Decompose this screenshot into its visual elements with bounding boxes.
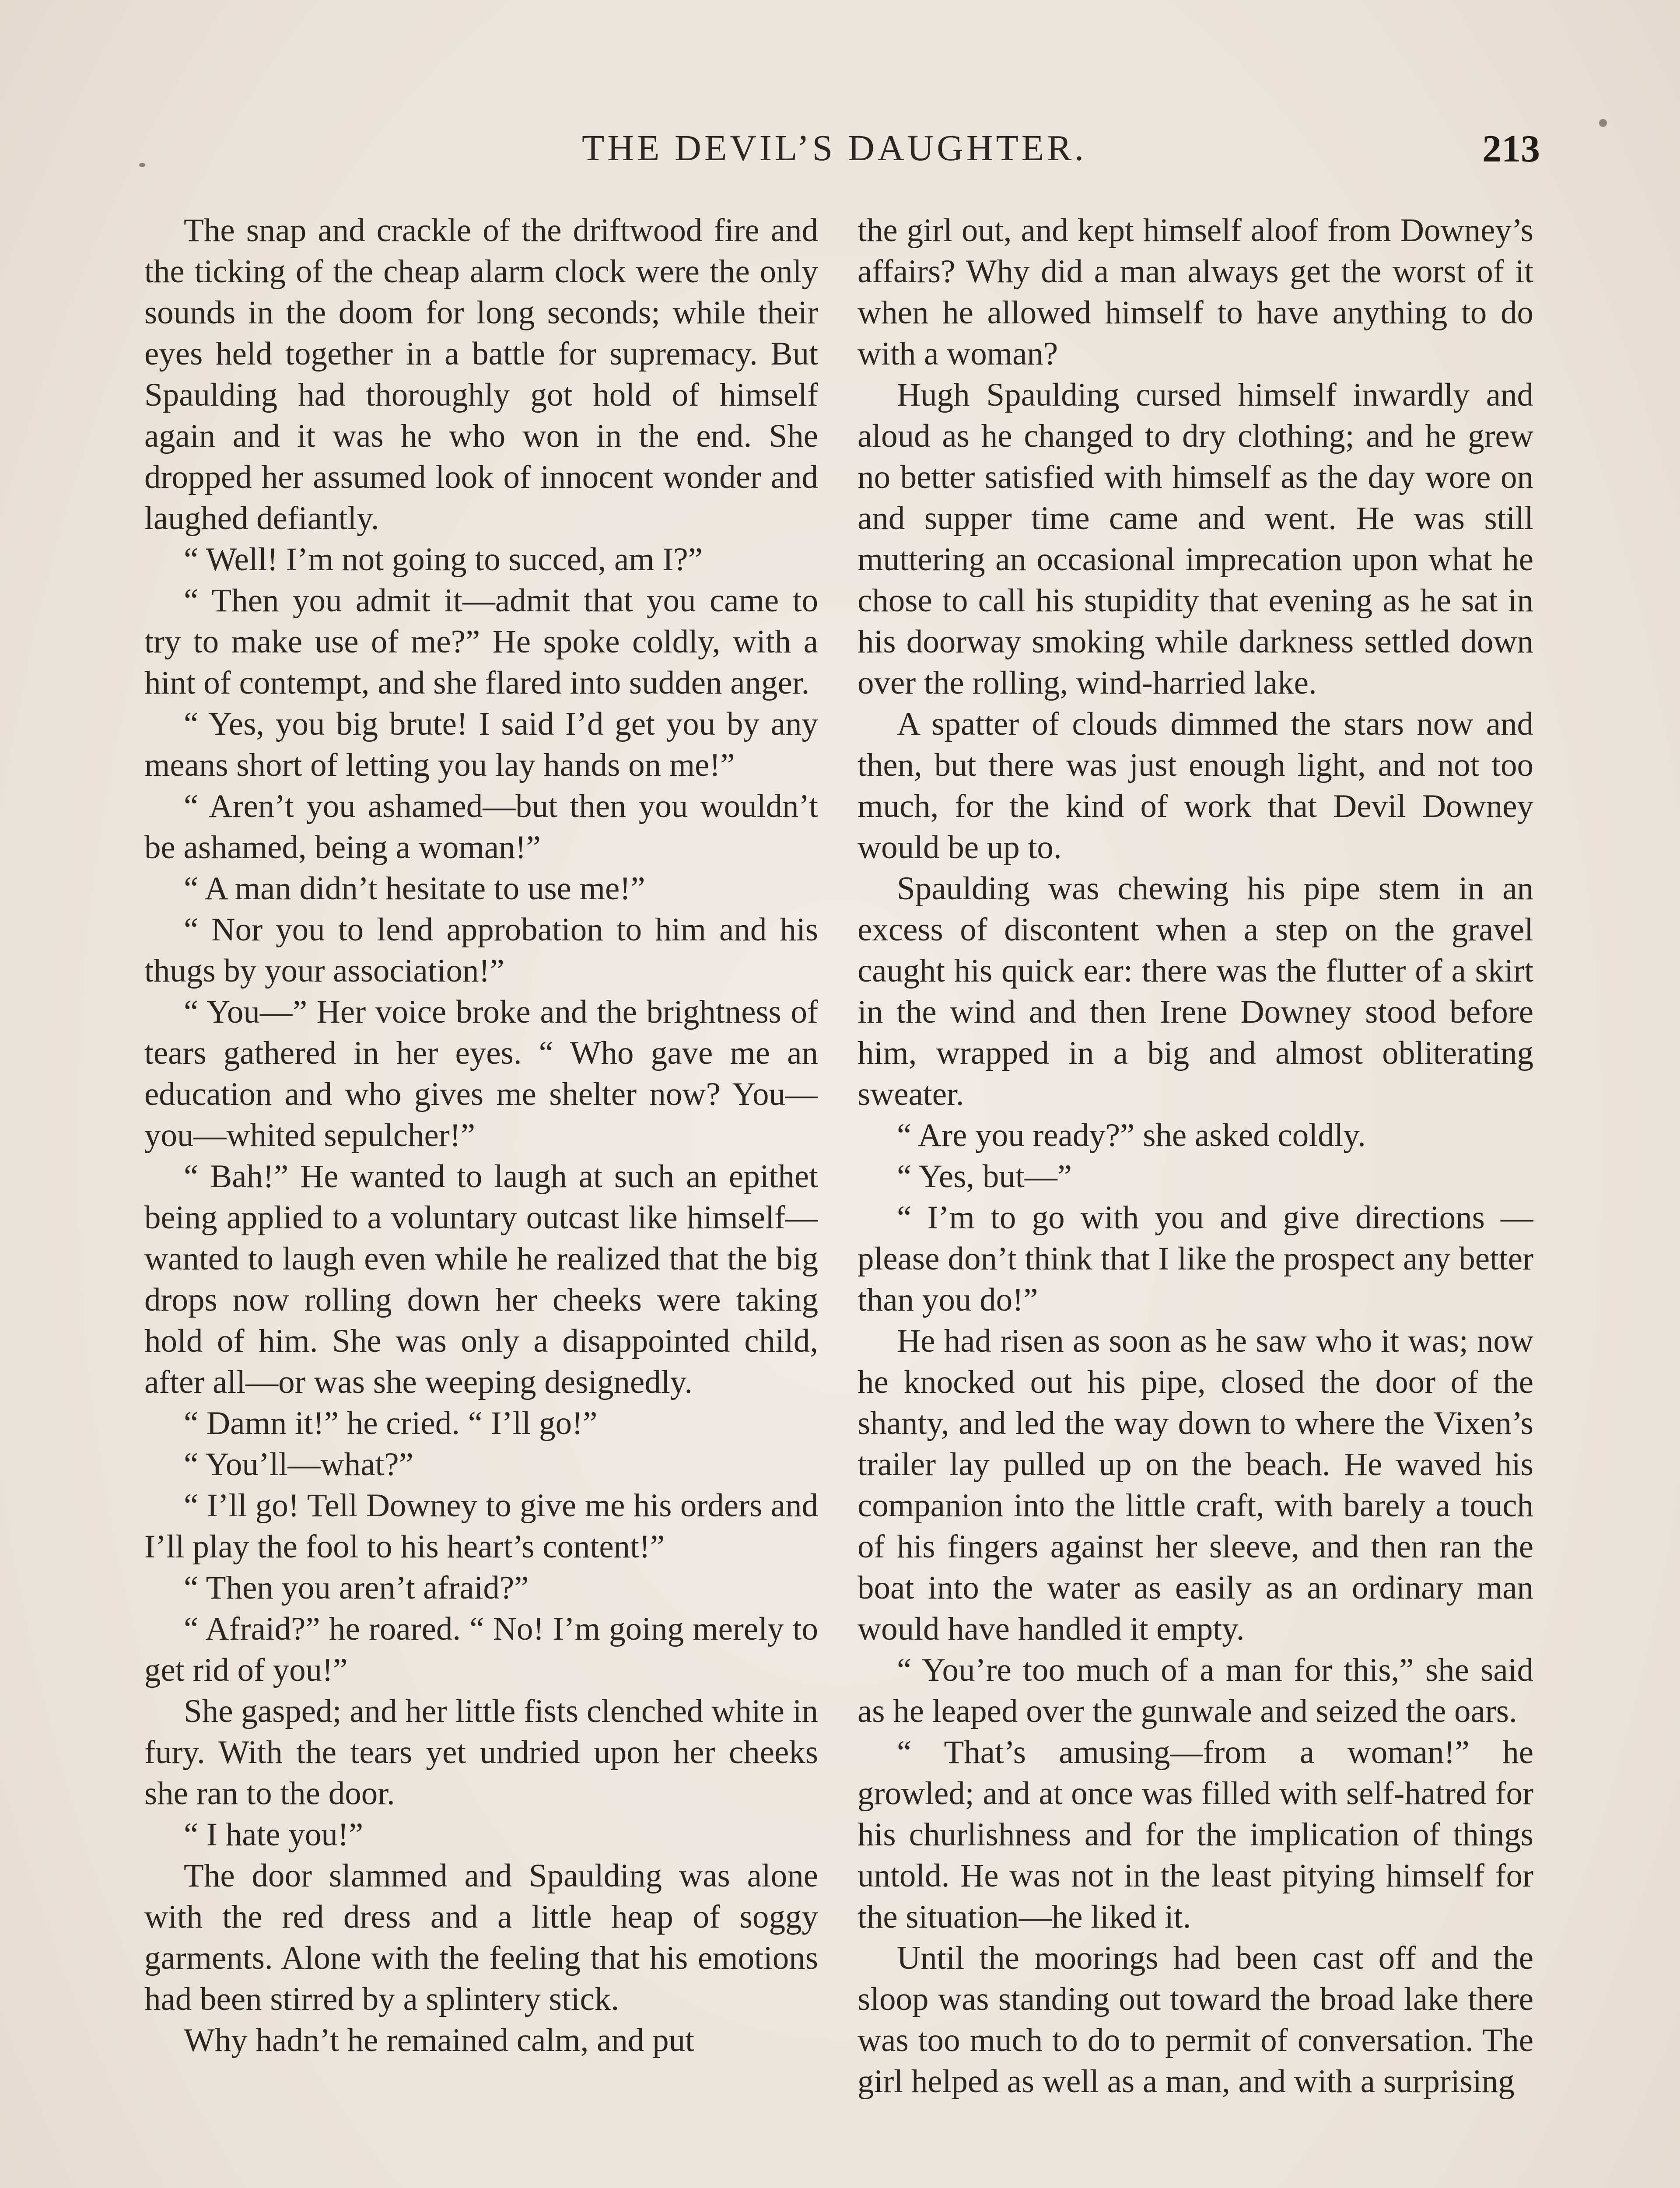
paragraph: Hugh Spaulding cursed himself inwardly and aloud as he changed to dry clothing; and he grew no better satisfied with himself as the day wore on and supper time came and went. He was still muttering an occasional imprecation upon what he chose to call his stupidity that evening as he sat in his doorway smoking while darkness settled down over the rolling, wind-harried lake.: [858, 377, 1533, 701]
paragraph: “ That’s amusing—from a woman!” he growled; and at once was filled with self-hatred for his churlishness and for the implication of things untold. He was not in the least pitying himself for the situation—he liked it.: [858, 1734, 1533, 1935]
paragraph: A spatter of clouds dimmed the stars now and then, but there was just enough light, and not too much, for the kind of work that Devil Downey would be up to.: [858, 706, 1533, 866]
paragraph: “ Yes, but—”: [897, 1158, 1072, 1195]
paragraph: He had risen as soon as he saw who it was; now he knocked out his pipe, closed the door of the shanty, and led the way down to where the Vixen’s trailer lay pulled up on the beach. He waved his companion into the little craft, with barely a touch of his fingers against her sleeve, and then ran the boat into the water as easily as an ordinary man would have handled it empty.: [858, 1323, 1533, 1647]
paragraph: “ You’re too much of a man for this,” she said as he leaped over the gunwale and seized the oars.: [858, 1652, 1533, 1729]
paragraph: “ Well! I’m not going to succed, am I?”: [184, 541, 703, 578]
paragraph: “ Damn it!” he cried. “ I’ll go!”: [184, 1405, 598, 1441]
paragraph: “ Afraid?” he roared. “ No! I’m going merely to get rid of you!”: [144, 1611, 818, 1688]
paragraph: The snap and crackle of the driftwood fire and the ticking of the cheap alarm clock were the only sounds in the doom for long seconds; while their eyes held together in a battle for supremacy. But Spaulding had thoroughly got hold of himself again and it was he who won in the end. She dropped her assumed look of innocent wonder and laughed defiantly.: [144, 212, 818, 536]
paragraph: “ Are you ready?” she asked coldly.: [897, 1117, 1366, 1154]
paragraph: “ I’m to go with you and give directions —please don’t think that I like the prospect any better than you do!”: [858, 1199, 1533, 1318]
paragraph: “ Then you admit it—admit that you came to try to make use of me?” He spoke coldly, with a hint of contempt, and she flared into sudden anger.: [144, 582, 818, 701]
running-title: THE DEVIL’S DAUGHTER.: [582, 128, 1087, 168]
page-number: 213: [1482, 128, 1540, 170]
paragraph: “ You’ll—what?”: [184, 1446, 413, 1483]
paragraph: “ I hate you!”: [184, 1816, 364, 1853]
paragraph: Why hadn’t he remained calm, and put: [184, 2022, 694, 2058]
left-text-column: [144, 210, 818, 2188]
paragraph: “ A man didn’t hesitate to use me!”: [184, 870, 645, 907]
ink-speck: [1599, 119, 1607, 127]
paragraph: “ You—” Her voice broke and the brightness of tears gathered in her eyes. “ Who gave me an education and who gives me shelter now? You—you—whited sepulcher!”: [144, 994, 818, 1154]
paragraph: the girl out, and kept himself aloof from Downey’s affairs? Why did a man always get the worst of it when he allowed himself to have anything to do with a woman?: [858, 212, 1533, 372]
right-text-column: [858, 210, 1533, 2188]
running-header: [0, 127, 1680, 184]
paragraph: “ Aren’t you ashamed—but then you wouldn’t be ashamed, being a woman!”: [144, 788, 818, 866]
paragraph: “ Yes, you big brute! I said I’d get you by any means short of letting you lay hands on me!”: [144, 706, 818, 783]
paragraph: Until the moorings had been cast off and the sloop was standing out toward the broad lake there was too much to do to permit of conversation. The girl helped as well as a man, and with a surprising: [858, 1940, 1533, 2100]
paragraph: She gasped; and her little fists clenched white in fury. With the tears yet undried upon her cheeks she ran to the door.: [144, 1693, 818, 1812]
paragraph: The door slammed and Spaulding was alone with the red dress and a little heap of soggy garments. Alone with the feeling that his emotions had been stirred by a splintery stick.: [144, 1858, 818, 2017]
paragraph: “ Bah!” He wanted to laugh at such an epithet being applied to a voluntary outcast like himself—wanted to laugh even while he realized that the big drops now rolling down her cheeks were taking hold of him. She was only a disappointed child, after all—or was she weeping designedly.: [144, 1158, 818, 1400]
paragraph: “ Then you aren’t afraid?”: [184, 1570, 529, 1606]
paragraph: “ I’ll go! Tell Downey to give me his orders and I’ll play the fool to his heart’s content!”: [144, 1487, 818, 1565]
paragraph: Spaulding was chewing his pipe stem in an excess of discontent when a step on the gravel caught his quick ear: there was the flutter of a skirt in the wind and then Irene Downey stood before him, wrapped in a big and almost obliterating sweater.: [858, 870, 1533, 1112]
paragraph: “ Nor you to lend approbation to him and his thugs by your association!”: [144, 912, 818, 989]
